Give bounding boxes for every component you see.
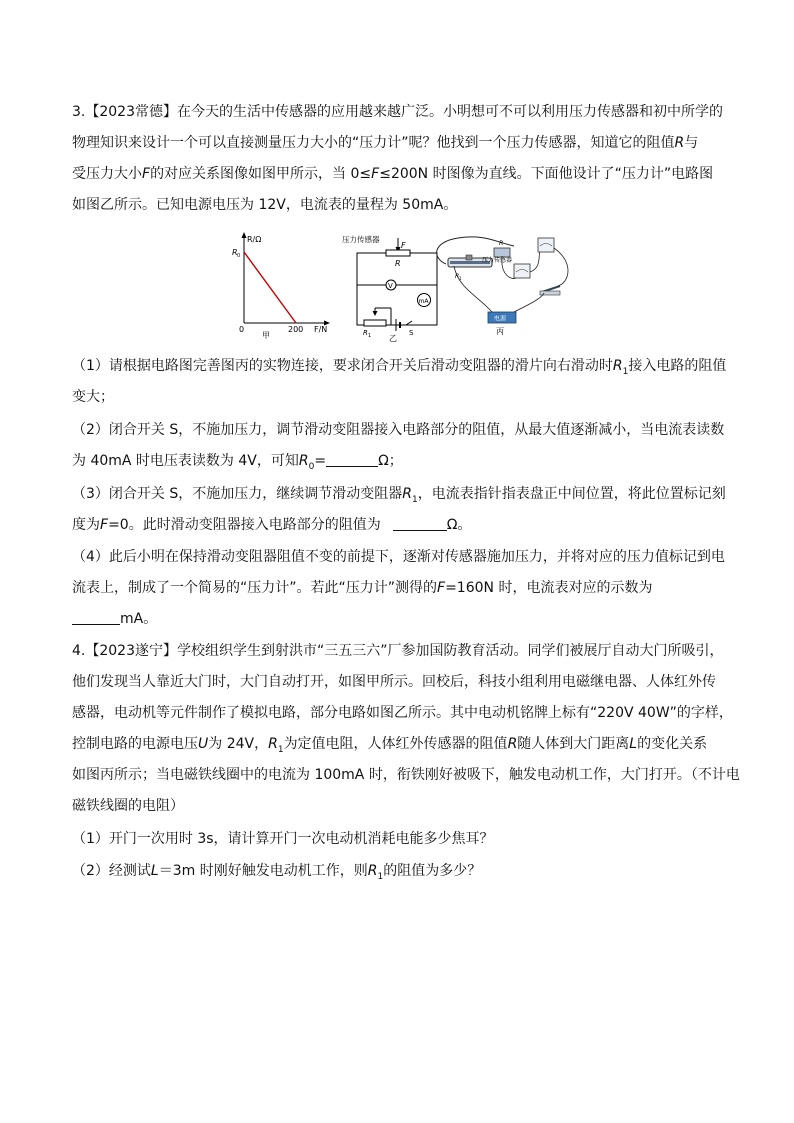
r-label: R <box>395 259 401 268</box>
figure-jia <box>232 232 330 340</box>
q4-text: 感器，电动机等元件制作了模拟电路，部分电路如图乙所示。其中电动机铭牌上标有“220V 40W”的字样， <box>72 705 733 721</box>
q4-text: 如图丙所示；当电磁铁线圈中的电流为 100mA 时，衔铁刚好被吸下，触发电动机工作，大门打开。（不计电 <box>72 767 740 783</box>
q3-text: 与 <box>684 135 699 151</box>
graph-line <box>244 252 296 323</box>
caption-bing: 丙 <box>496 327 504 336</box>
q4-text: 4.【2023遂宁】学校组织学生到射洪市“三五三六”厂参加国防教育活动。同学们被展厅自动大门所吸引， <box>72 643 724 659</box>
sensor-image-r: R <box>499 240 504 247</box>
var-r1-sub: 1 <box>622 366 629 377</box>
q4-text: 磁铁线圈的电阻） <box>72 798 184 814</box>
q4-text: 的阻值为多少？ <box>383 863 482 879</box>
var-f: F <box>142 166 151 182</box>
voltmeter-label: V <box>388 282 393 290</box>
q3-text: 为 40mA 时电压表读数为 4V，可知 <box>72 453 299 469</box>
q3-p3-line-2 <box>72 515 732 535</box>
var-f: F <box>100 517 109 533</box>
q3-p4-line-3 <box>72 609 732 629</box>
q3-p1-line-2 <box>72 387 732 407</box>
var-r0: R <box>298 453 309 469</box>
var-r1: R <box>612 358 623 374</box>
q4-line-6 <box>72 796 732 816</box>
switch-label: S <box>409 329 414 337</box>
rheostat <box>364 320 386 326</box>
q3-text: 受压力大小 <box>72 166 142 182</box>
q3-text: 接入电路的阻值 <box>628 358 727 374</box>
var-r1: R <box>367 863 378 879</box>
q3-text: ，电流表指针指表盘正中间位置，将此位置标记刻 <box>417 486 726 502</box>
q3-text: Ω。 <box>446 517 472 533</box>
figure-group <box>226 228 586 346</box>
q4-line-3 <box>72 703 732 723</box>
power-source-label: 电源 <box>494 315 507 323</box>
var-f: F <box>437 580 446 596</box>
q3-p4-line-1 <box>72 547 732 567</box>
figure-yi <box>342 234 437 343</box>
caption-yi: 乙 <box>389 334 397 343</box>
answer-blank-r0[interactable] <box>326 452 378 467</box>
var-l: L <box>150 863 159 879</box>
q3-text: （1）请根据电路图完善图丙的实物连接，要求闭合开关后滑动变阻器的滑片向右滑动时 <box>72 358 613 374</box>
q3-text: 物理知识来设计一个可以直接测量压力大小的“压力计”呢？他找到一个压力传感器，知道它的阻值 <box>72 135 675 151</box>
q3-line-4 <box>72 195 732 215</box>
q3-text: 度为 <box>72 517 100 533</box>
q4-line-1 <box>72 641 732 661</box>
q3-text: （4）此后小明在保持滑动变阻器阻值不变的前提下，逐渐对传感器施加压力，并将对应的压力值标记到电 <box>72 549 725 565</box>
q3-line-1 <box>72 102 732 122</box>
q3-text: ≤200N 时图像为直线。下面他设计了“压力计”电路图 <box>379 166 714 182</box>
var-r1-sub: 1 <box>377 871 384 882</box>
ammeter-image <box>538 238 554 252</box>
q3-line-3 <box>72 164 732 184</box>
q4-text: ＝3m 时刚好触发电动机工作，则 <box>158 863 368 879</box>
q4-text: 他们发现当人靠近大门时，大门自动打开，如图甲所示。回校后，科技小组利用电磁继电器、人体红外传 <box>72 674 716 690</box>
q3-text: =160N 时，电流表对应的示数为 <box>445 580 653 596</box>
r1-image-label: R <box>455 273 460 280</box>
var-r1: R <box>268 736 278 752</box>
q4-text: （2）经测试 <box>72 863 151 879</box>
figure-bing <box>437 237 568 336</box>
q4-p2 <box>72 861 732 887</box>
answer-blank-rheostat[interactable] <box>393 516 447 531</box>
x-axis-label: F/N <box>314 325 328 334</box>
sensor-image <box>494 248 510 257</box>
q3-text: 3.【2023常德】在今天的生活中传感器的应用越来越广泛。小明想可不可以利用压力传感器和初中所学的 <box>72 104 723 120</box>
q3-p1-line-1 <box>72 356 732 382</box>
q4-line-2 <box>72 672 732 692</box>
origin-label: 0 <box>239 325 245 334</box>
var-r: R <box>674 135 685 151</box>
var-r1-sub: 1 <box>277 744 284 755</box>
r1-label: R <box>363 329 368 337</box>
figure-svg <box>226 228 586 346</box>
q3-text: = <box>314 453 327 469</box>
q3-text: （3）闭合开关 S，不施加压力，继续调节滑动变阻器 <box>72 486 403 502</box>
var-f: F <box>371 166 380 182</box>
q3-p2-line-2 <box>72 451 732 477</box>
q3-text: Ω； <box>378 453 403 469</box>
r1-image-sub: 1 <box>459 276 462 281</box>
sensor-image-label: 压力传感器 <box>482 257 513 264</box>
q4-line-4 <box>72 734 732 760</box>
r1-sub: 1 <box>368 333 372 339</box>
q3-text: 如图乙所示。已知电源电压为 12V，电流表的量程为 50mA。 <box>72 197 458 213</box>
q3-line-2 <box>72 133 732 153</box>
sensor-label: 压力传感器 <box>342 235 380 244</box>
y0-sub: 0 <box>237 253 241 259</box>
x-tick-200: 200 <box>288 325 304 334</box>
q3-p3-line-1 <box>72 484 732 510</box>
q4-text: 控制电路的电源电压 <box>72 736 198 752</box>
q3-p2-line-1 <box>72 420 732 440</box>
var-l: L <box>629 736 638 752</box>
q3-text: 的对应关系图像如图甲所示，当 0≤ <box>150 166 372 182</box>
sensor-resistor <box>386 250 410 256</box>
y-axis-label: R/Ω <box>247 235 262 244</box>
q3-text: 流表上，制成了一个简易的“压力计”。若此“压力计”测得的 <box>72 580 438 596</box>
q4-p1 <box>72 829 732 849</box>
var-r0-sub: 0 <box>308 461 315 472</box>
var-r1-sub: 1 <box>411 494 418 505</box>
q4-line-5 <box>72 765 740 785</box>
q3-text: 变大； <box>72 389 114 405</box>
q4-text: 随人体到大门距离 <box>517 736 630 752</box>
q3-text: mA。 <box>120 611 158 627</box>
q4-text: 为 24V， <box>208 736 269 752</box>
answer-blank-current[interactable] <box>72 610 120 625</box>
force-label: F <box>401 241 406 250</box>
var-r1: R <box>402 486 412 502</box>
var-r: R <box>507 736 518 752</box>
q4-text: 的变化关系 <box>637 736 708 752</box>
q3-text: =0。此时滑动变阻器接入电路部分的阻值为 <box>108 517 381 533</box>
q3-p4-line-2 <box>72 578 732 598</box>
voltmeter-image <box>514 264 530 278</box>
q3-text: （2）闭合开关 S，不施加压力，调节滑动变阻器接入电路部分的阻值，从最大值逐渐减小，当电流表读数 <box>72 422 725 438</box>
y0-label: R <box>232 248 238 257</box>
q4-text: 为定值电阻，人体红外传感器的阻值 <box>283 736 508 752</box>
caption-jia: 甲 <box>262 331 270 340</box>
var-u: U <box>198 736 209 752</box>
q4-text: （1）开门一次用时 3s，请计算开门一次电动机消耗电能多少焦耳？ <box>72 831 494 847</box>
ammeter-label: mA <box>418 298 429 305</box>
